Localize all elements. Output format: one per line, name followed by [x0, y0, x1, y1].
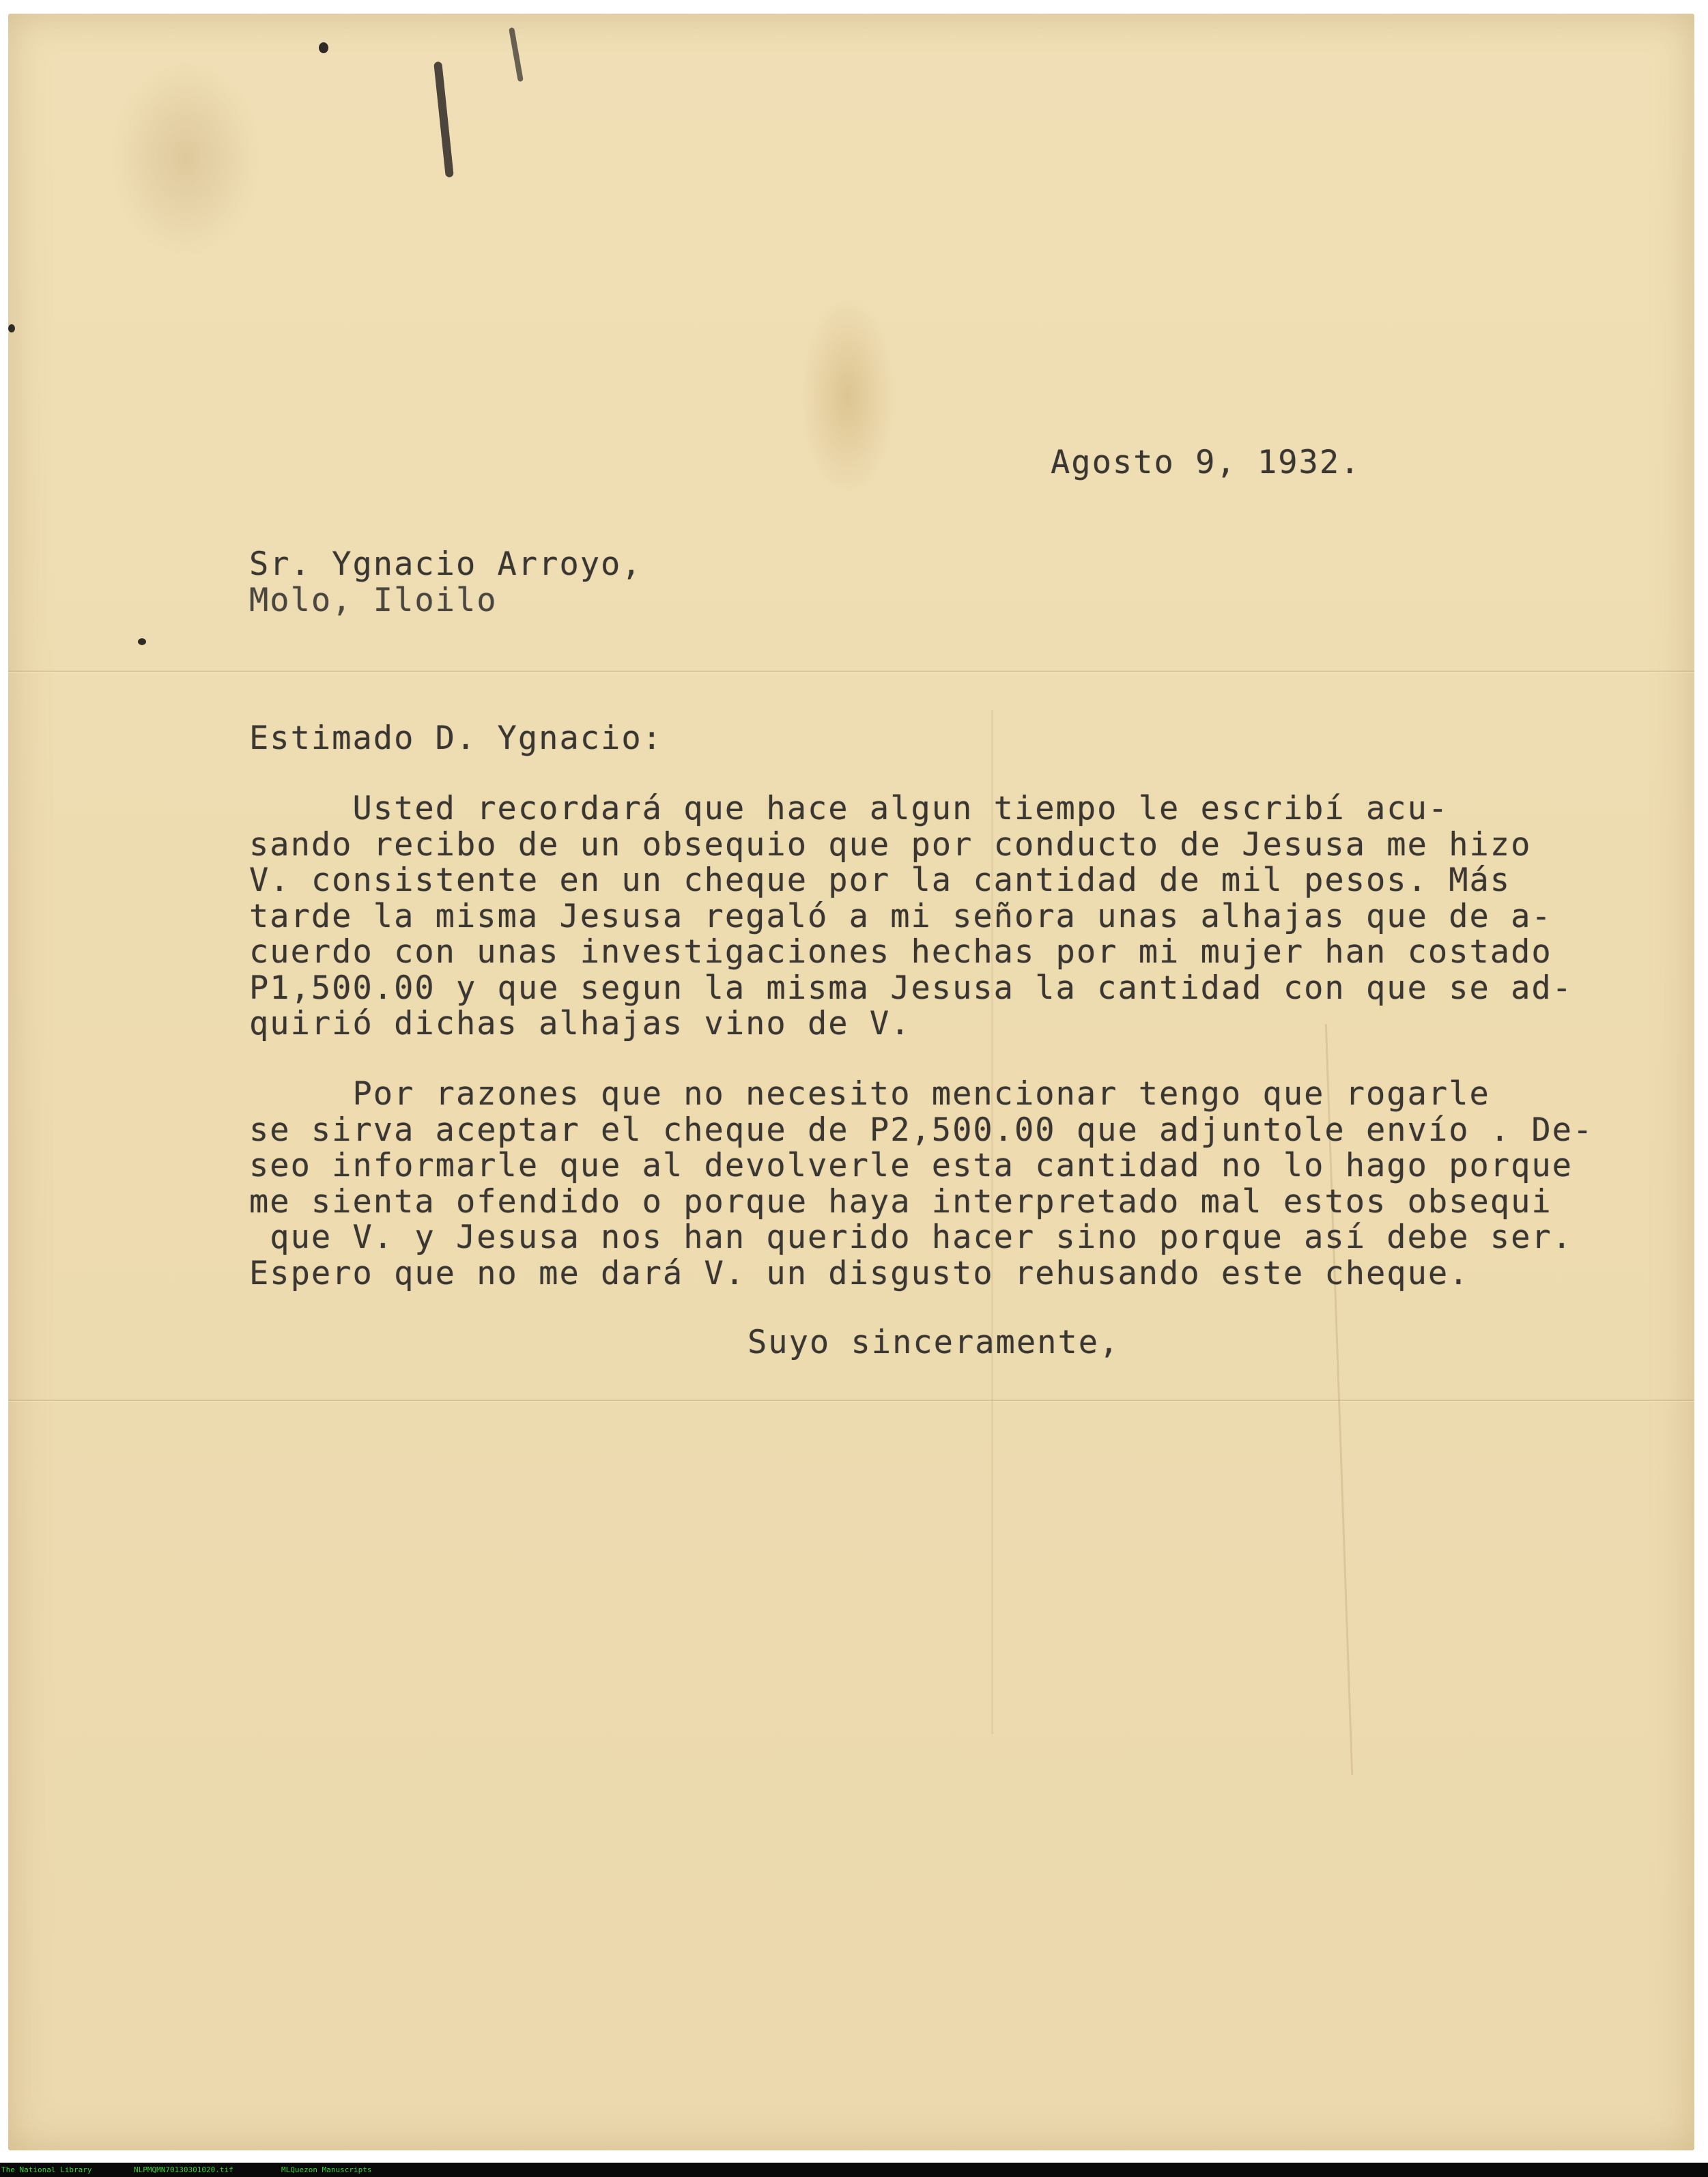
archive-footer-bar: [0, 2163, 1708, 2177]
letter-date: Agosto 9, 1932.: [1051, 444, 1361, 481]
text-line: me sienta ofendido o porque haya interpretado mal estos obsequi: [249, 1183, 1552, 1221]
text-line: se sirva aceptar el cheque de P2,500.00 que adjuntole envío . De-: [249, 1111, 1594, 1149]
text-line: quirió dichas alhajas vino de V.: [249, 1005, 911, 1042]
ink-speck: [8, 324, 15, 332]
ink-speck: [138, 638, 146, 645]
text-line: Usted recordará que hace algun tiempo le escribí acu-: [249, 790, 1449, 827]
ink-smudge: [433, 61, 454, 177]
text-line: sando recibo de un obsequio que por conducto de Jesusa me hizo: [249, 826, 1532, 864]
salutation: Estimado D. Ygnacio:: [249, 720, 663, 757]
fold-line-upper: [8, 670, 1694, 673]
text-line: cuerdo con unas investigaciones hechas por mi mujer han costado: [249, 933, 1552, 971]
footer-institution: The National Library: [1, 2165, 92, 2174]
fold-line-lower: [8, 1399, 1694, 1402]
text-line: seo informarle que al devolverle esta cantidad no lo hago porque: [249, 1147, 1573, 1184]
ink-smudge: [509, 27, 524, 82]
text-line: V. consistente en un cheque por la cantidad de mil pesos. Más: [249, 862, 1511, 899]
text-line: que V. y Jesusa nos han querido hacer sino porque así debe ser.: [249, 1219, 1573, 1256]
letter-paper: [8, 14, 1694, 2150]
text-line: tarde la misma Jesusa regaló a mi señora unas alhajas que de a-: [249, 898, 1552, 935]
recipient-name: Sr. Ygnacio Arroyo,: [249, 545, 642, 583]
recipient-place: Molo, Iloilo: [249, 582, 498, 619]
closing: Suyo sinceramente,: [748, 1324, 1120, 1361]
text-line: Por razones que no necesito mencionar tengo que rogarle: [249, 1075, 1490, 1113]
text-line: Espero que no me dará V. un disgusto rehusando este cheque.: [249, 1255, 1470, 1292]
footer-collection: MLQuezon Manuscripts: [281, 2165, 372, 2174]
footer-filename: NLPMQMN70130301020.tif: [134, 2165, 233, 2174]
ink-speck: [319, 42, 328, 53]
text-line: P1,500.00 y que segun la misma Jesusa la cantidad con que se ad-: [249, 969, 1573, 1007]
